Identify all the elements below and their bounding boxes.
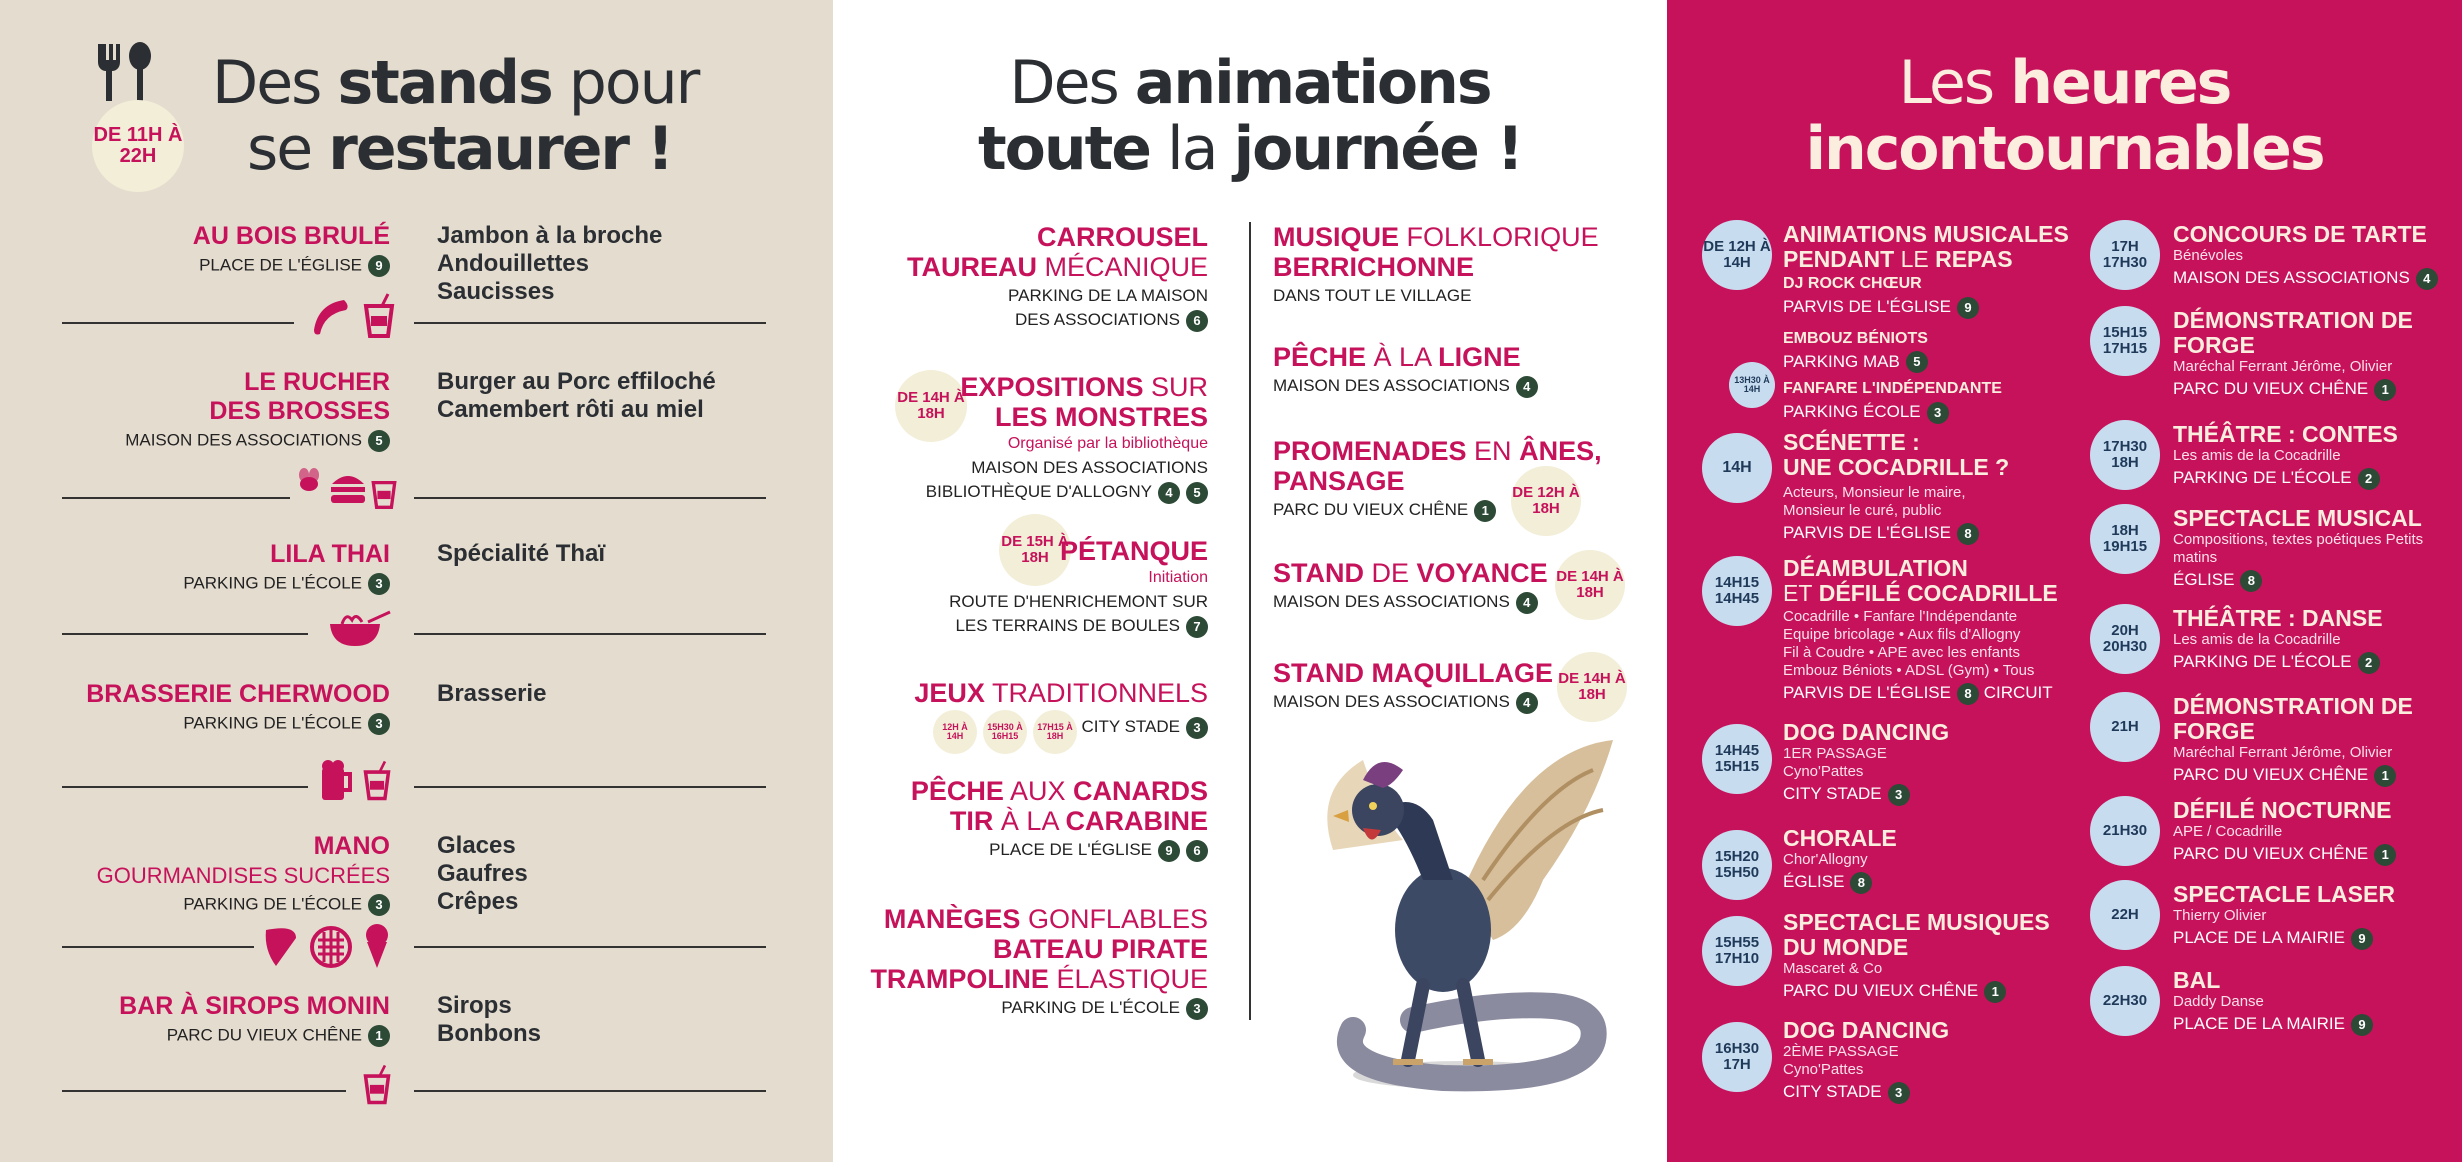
time-badge: 14H bbox=[1702, 433, 1772, 503]
time-badge: 18H 19H15 bbox=[2090, 504, 2160, 574]
time-badge: DE 12H À 18H bbox=[1511, 466, 1581, 536]
divider bbox=[62, 1090, 346, 1092]
animation-petanque: PÉTANQUE Initiation ROUTE D'HENRICHEMONT SUR LES TERRAINS DE BOULES 7 bbox=[868, 536, 1208, 638]
time-badge: 14H45 15H15 bbox=[1702, 724, 1772, 794]
event-dog-dancing-1: DOG DANCING 1ER PASSAGE Cyno'Pattes CITY STADE 3 bbox=[1783, 720, 2073, 806]
bee-icon bbox=[294, 466, 324, 496]
animation-stand-maquillage: STAND MAQUILLAGE MAISON DES ASSOCIATIONS 4 bbox=[1273, 658, 1633, 714]
time-badge: 17H 17H30 bbox=[2090, 220, 2160, 290]
stand-mano: MANO GOURMANDISES SUCRÉES PARKING DE L'ÉCOLE 3 bbox=[60, 832, 390, 916]
burger-icon bbox=[328, 470, 368, 506]
divider bbox=[414, 633, 766, 635]
time-badge: 20H 20H30 bbox=[2090, 604, 2160, 674]
time-badge: 22H30 bbox=[2090, 966, 2160, 1036]
page-title: Les heures incontournables bbox=[1805, 48, 2324, 184]
event-evening-7: SPECTACLE LASER Thierry Olivier PLACE DE LA MAIRIE 9 bbox=[2173, 882, 2453, 950]
event-evening-8: BAL Daddy Danse PLACE DE LA MAIRIE 9 bbox=[2173, 968, 2453, 1036]
time-badge: 15H30 À 16H15 bbox=[983, 710, 1027, 754]
time-badge: DE 12H À 14H bbox=[1702, 220, 1772, 290]
time-badge: DE 14H À 18H bbox=[1557, 652, 1627, 722]
time-badge: 16H30 17H bbox=[1702, 1022, 1772, 1092]
opening-hours-badge: DE 11H À 22H bbox=[92, 100, 184, 192]
stands-panel bbox=[0, 0, 833, 1162]
time-badge: DE 15H À 18H bbox=[999, 514, 1071, 586]
event-scenette: SCÉNETTE : UNE COCADRILLE ? Acteurs, Monsieur le maire, Monsieur le curé, public PARVIS DE L'ÉGLISE 8 bbox=[1783, 430, 2073, 545]
cocadrille-illustration bbox=[1293, 730, 1663, 1100]
location-badge: 5 bbox=[368, 430, 390, 452]
location-badge: 1 bbox=[368, 1025, 390, 1047]
page-title: Des animations toute la journée ! bbox=[977, 48, 1523, 184]
location-badge: 3 bbox=[368, 573, 390, 595]
time-badge: DE 14H À 18H bbox=[1555, 550, 1625, 620]
highlights-panel bbox=[1667, 0, 2462, 1162]
stand-food-list: Brasserie bbox=[437, 680, 547, 707]
animation-maneges: MANÈGES GONFLABLES BATEAU PIRATE TRAMPOLINE ÉLASTIQUE PARKING DE L'ÉCOLE 3 bbox=[853, 904, 1208, 1020]
event-deambulation: DÉAMBULATION ET DÉFILÉ COCADRILLE Cocadrille • Fanfare l'Indépendante Equipe bricolage • Aux fils d'Allogny Fil à Coudre • APE avec les enfants Embouz Béniots • ADSL (Gym) • Tous PARVIS DE L'ÉGLISE 8 CIRCUIT bbox=[1783, 556, 2083, 705]
event-chorale: CHORALE Chor'Allogny ÉGLISE 8 bbox=[1783, 826, 2073, 894]
stand-food-list: Glaces Gaufres Crêpes bbox=[437, 832, 528, 915]
animation-jeux-traditionnels: JEUX TRADITIONNELS CITY STADE 3 bbox=[868, 678, 1208, 739]
animation-carrousel: CARROUSEL TAUREAU MÉCANIQUE PARKING DE LA MAISON DES ASSOCIATIONS 6 bbox=[868, 222, 1208, 332]
event-evening-6: DÉFILÉ NOCTURNE APE / Cocadrille PARC DU VIEUX CHÊNE 1 bbox=[2173, 798, 2453, 866]
event-evening-1: DÉMONSTRATION DE FORGE Maréchal Ferrant Jérôme, Olivier PARC DU VIEUX CHÊNE 1 bbox=[2173, 308, 2453, 401]
animation-peche-ligne: PÊCHE À LA LIGNE MAISON DES ASSOCIATIONS 4 bbox=[1273, 342, 1633, 398]
time-badge: 21H bbox=[2090, 692, 2160, 762]
animation-expositions: EXPOSITIONS SUR LES MONSTRES Organisé par la bibliothèque MAISON DES ASSOCIATIONS BIBLIOTHÈQUE D'ALLOGNY 4 5 bbox=[868, 372, 1208, 504]
drink-icon bbox=[370, 470, 398, 510]
event-evening-3: SPECTACLE MUSICAL Compositions, textes poétiques Petits matins ÉGLISE 8 bbox=[2173, 506, 2453, 592]
sausage-icon bbox=[308, 294, 352, 338]
animation-peche-canards: PÊCHE AUX CANARDS TIR À LA CARABINE PLACE DE L'ÉGLISE 9 6 bbox=[868, 776, 1208, 862]
divider bbox=[62, 322, 294, 324]
time-badge: 12H À 14H bbox=[933, 710, 977, 754]
stand-food-list: Burger au Porc effiloché Camembert rôti au miel bbox=[437, 368, 716, 423]
location-badge: 3 bbox=[368, 894, 390, 916]
stand-food-list: Spécialité Thaï bbox=[437, 540, 606, 567]
stand-au-bois-brule: AU BOIS BRULÉ PLACE DE L'ÉGLISE 9 bbox=[60, 222, 390, 277]
drink-icon bbox=[362, 1062, 392, 1106]
animations-panel bbox=[833, 0, 1667, 1162]
page-title: Des stands pour se restaurer ! bbox=[212, 48, 699, 184]
stand-food-list: Jambon à la broche Andouillettes Saucisses bbox=[437, 222, 663, 305]
time-badge: 13H30 À 14H bbox=[1729, 362, 1775, 408]
location-badge: 3 bbox=[368, 713, 390, 735]
time-badge: 21H30 bbox=[2090, 796, 2160, 866]
animation-promenades-anes: PROMENADES EN ÂNES, PANSAGE PARC DU VIEUX CHÊNE 1 bbox=[1273, 436, 1633, 522]
drink-icon bbox=[362, 758, 392, 802]
event-dog-dancing-2: DOG DANCING 2ÈME PASSAGE Cyno'Pattes CITY STADE 3 bbox=[1783, 1018, 2073, 1104]
event-animations-musicales: ANIMATIONS MUSICALES PENDANT LE REPAS DJ ROCK CHŒUR PARVIS DE L'ÉGLISE 9 EMBOUZ BÉNIOTS PARKING MAB 5 FANFARE L'INDÉPENDANTE PARKING ÉCOLE 3 bbox=[1783, 222, 2073, 424]
event-evening-2: THÉÂTRE : CONTES Les amis de la Cocadrille PARKING DE L'ÉCOLE 2 bbox=[2173, 422, 2453, 490]
event-evening-4: THÉÂTRE : DANSE Les amis de la Cocadrille PARKING DE L'ÉCOLE 2 bbox=[2173, 606, 2453, 674]
fork-spoon-icon bbox=[92, 40, 158, 106]
stand-bar-a-sirops: BAR À SIROPS MONIN PARC DU VIEUX CHÊNE 1 bbox=[60, 992, 390, 1047]
time-badge: 17H30 18H bbox=[2090, 420, 2160, 490]
divider bbox=[414, 322, 766, 324]
stand-food-list: Sirops Bonbons bbox=[437, 992, 541, 1047]
waffle-icon bbox=[310, 926, 352, 968]
event-musiques-du-monde: SPECTACLE MUSIQUES DU MONDE Mascaret & Co PARC DU VIEUX CHÊNE 1 bbox=[1783, 910, 2083, 1003]
divider bbox=[62, 946, 254, 948]
crepe-icon bbox=[262, 924, 300, 968]
divider bbox=[414, 946, 766, 948]
divider bbox=[414, 497, 766, 499]
event-evening-0: CONCOURS DE TARTE Bénévoles MAISON DES ASSOCIATIONS 4 bbox=[2173, 222, 2453, 290]
time-badge: DE 14H À 18H bbox=[895, 370, 967, 442]
time-badge: 15H15 17H15 bbox=[2090, 306, 2160, 376]
divider bbox=[414, 786, 766, 788]
location-badge: 9 bbox=[368, 255, 390, 277]
noodle-bowl-icon bbox=[326, 610, 392, 650]
divider bbox=[62, 633, 308, 635]
ice-cream-icon bbox=[362, 922, 392, 970]
time-badge: 15H20 15H50 bbox=[1702, 830, 1772, 900]
stand-brasserie-cherwood: BRASSERIE CHERWOOD PARKING DE L'ÉCOLE 3 bbox=[60, 680, 390, 735]
divider bbox=[62, 497, 290, 499]
stand-le-rucher: LE RUCHER DES BROSSES MAISON DES ASSOCIATIONS 5 bbox=[60, 368, 390, 452]
time-badge: 15H55 17H10 bbox=[1702, 916, 1772, 986]
stand-lila-thai: LILA THAI PARKING DE L'ÉCOLE 3 bbox=[60, 540, 390, 595]
time-badge: 22H bbox=[2090, 880, 2160, 950]
animation-stand-voyance: STAND DE VOYANCE MAISON DES ASSOCIATIONS 4 bbox=[1273, 558, 1633, 614]
column-divider bbox=[1249, 222, 1251, 1020]
divider bbox=[414, 1090, 766, 1092]
drink-icon bbox=[362, 292, 396, 338]
animation-musique-folklorique: MUSIQUE FOLKLORIQUE BERRICHONNE DANS TOUT LE VILLAGE bbox=[1273, 222, 1599, 305]
time-badge: 17H15 À 18H bbox=[1033, 710, 1077, 754]
event-evening-5: DÉMONSTRATION DE FORGE Maréchal Ferrant Jérôme, Olivier PARC DU VIEUX CHÊNE 1 bbox=[2173, 694, 2453, 787]
divider bbox=[62, 786, 308, 788]
time-badge: 14H15 14H45 bbox=[1702, 556, 1772, 626]
beer-icon bbox=[318, 758, 356, 804]
